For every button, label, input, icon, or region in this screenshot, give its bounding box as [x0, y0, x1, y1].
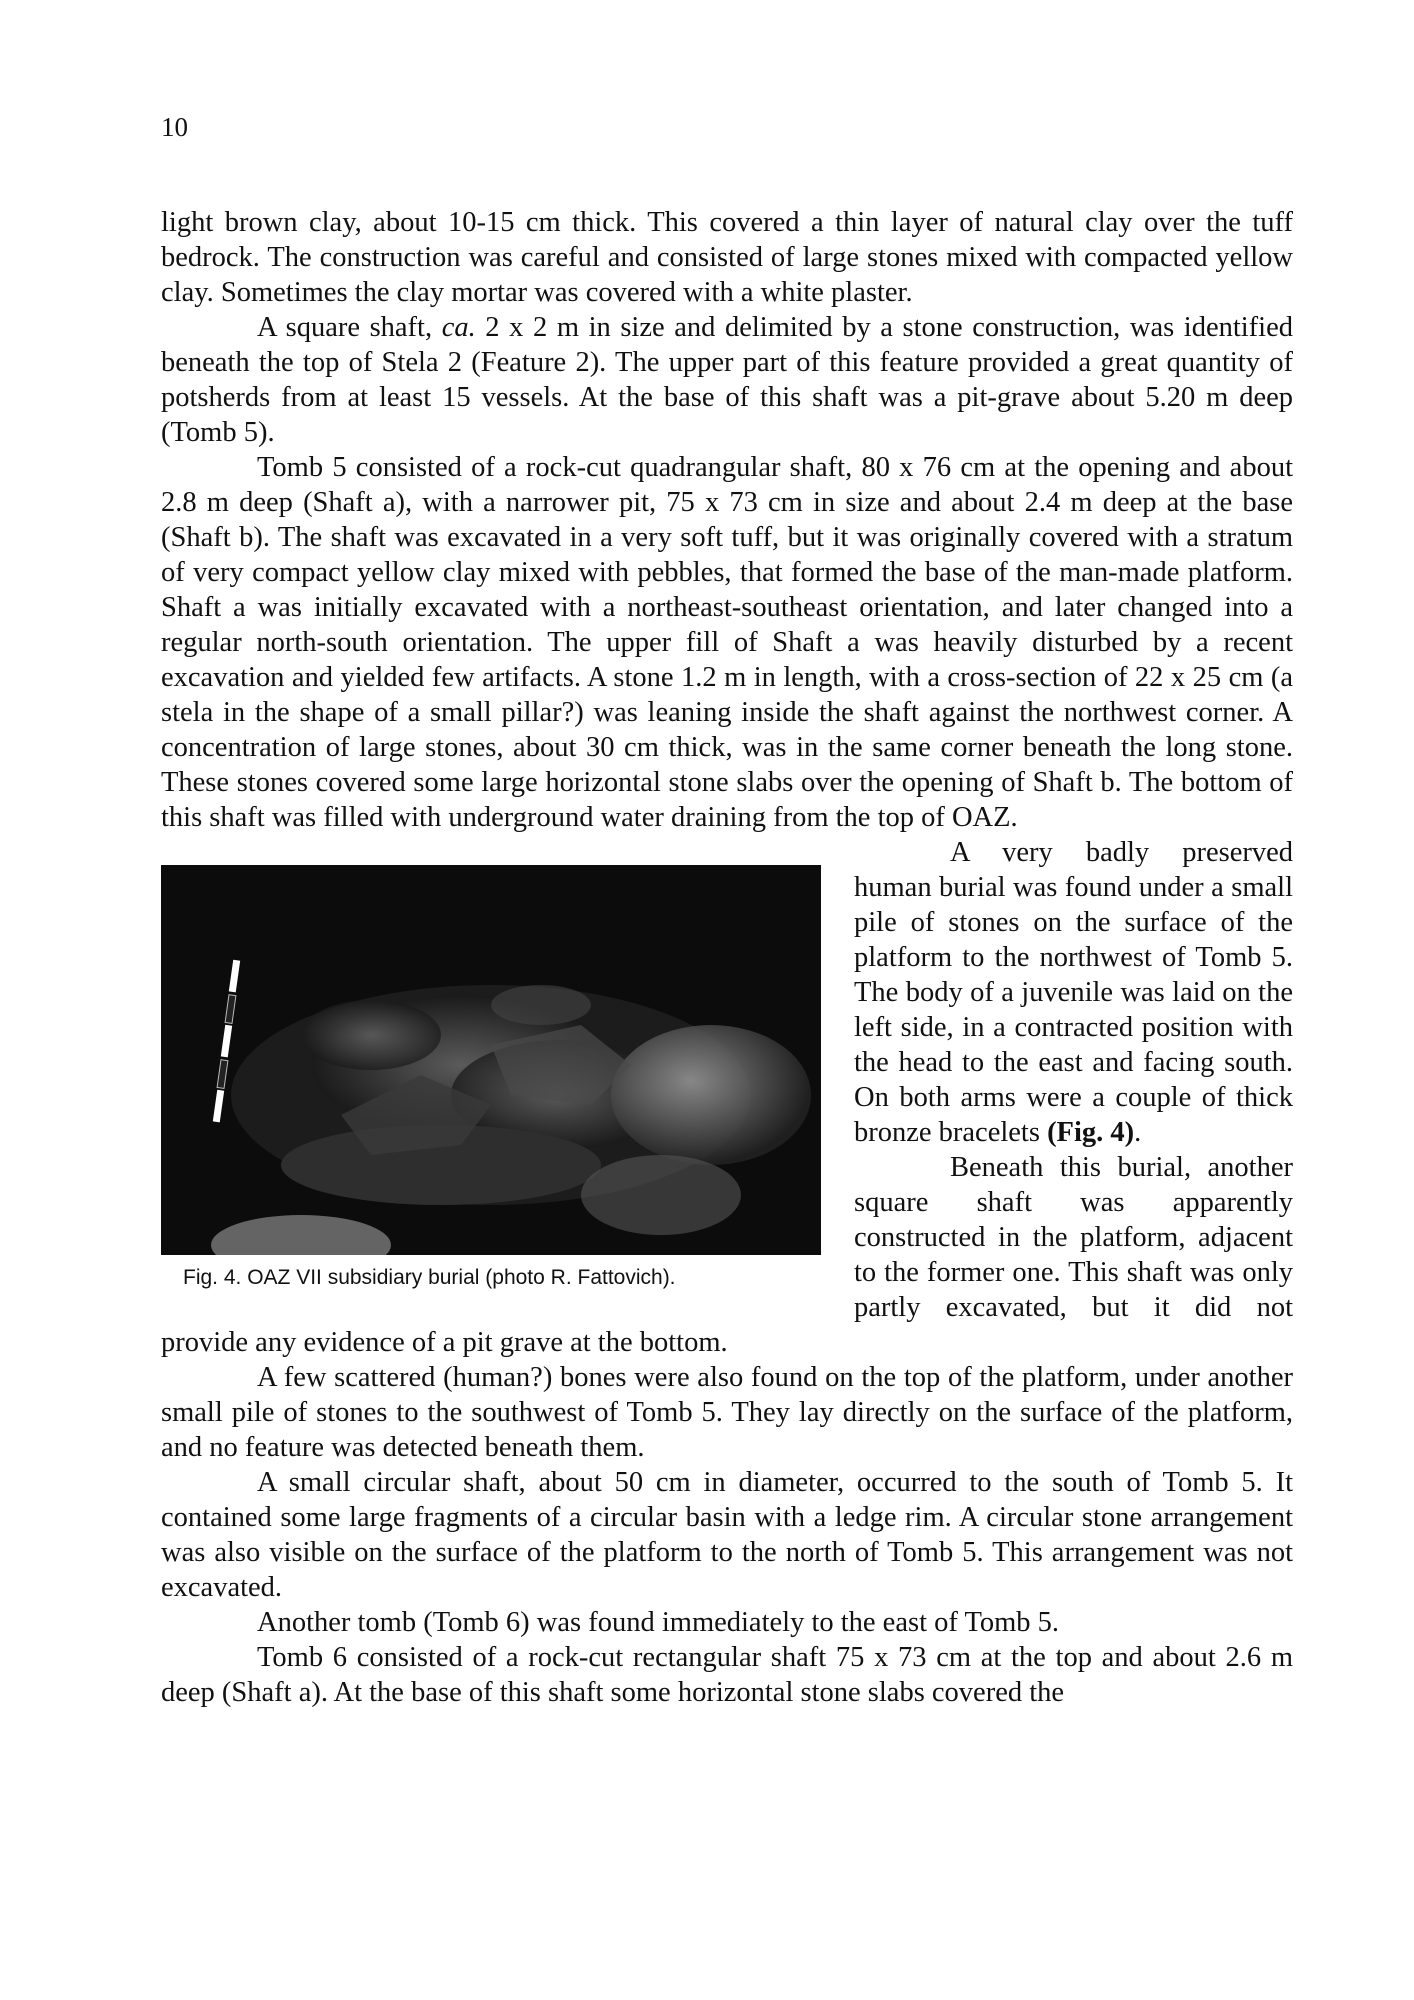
figure-reference: (Fig. 4)	[1047, 1117, 1135, 1148]
paragraph-1: light brown clay, about 10-15 cm thick. This covered a thin layer of natural clay over the tuff bedrock. The construction was careful and consisted of large stones mixed with compacted yellow clay. Sometimes the clay mortar was covered with a white plaster.	[161, 207, 1293, 308]
paragraph-2-start: A square shaft,	[257, 312, 442, 343]
paragraph-7: A small circular shaft, about 50 cm in diameter, occurred to the south of Tomb 5. It contained some large fragments of a circular basin with a ledge rim. A circular stone arrangement was also visible on the surface of the platform to the north of Tomb 5. This arrangement was not excavated.	[161, 1467, 1293, 1603]
abbrev-circa: ca.	[441, 312, 476, 343]
page-number: 10	[161, 112, 188, 142]
paragraph-5: Beneath this burial, another square shaft was apparently constructed in the platform, adjacent to the former one. This shaft was only partly excavated, but it did not provide any evidence of a pit grave at the bottom.	[161, 1152, 1293, 1358]
paragraph-2-end: 2 x 2 m in size and delimited by a stone construction, was identified beneath the top of Stela 2 (Feature 2). The upper part of this feature provided a great quantity of potsherds from at least 15 vessels. At the base of this shaft was a pit-grave about 5.20 m deep (Tomb 5).	[161, 312, 1293, 448]
body-text	[161, 205, 1293, 1710]
figure-caption: Fig. 4. OAZ VII subsidiary burial (photo R. Fattovich).	[183, 1266, 676, 1289]
paragraph-4-start: A very badly preserved human burial was found under a small pile of stones on the surface of the platform to the northwest of Tomb 5. The body of a juvenile was laid on the left side, in a contracted position with the head to the east and facing south. On both arms were a couple of thick bronze bracelets	[854, 837, 1293, 1148]
paragraph-9: Tomb 6 consisted of a rock-cut rectangular shaft 75 x 73 cm at the top and about 2.6 m deep (Shaft a). At the base of this shaft some horizontal stone slabs covered the	[161, 1642, 1293, 1708]
paragraph-8: Another tomb (Tomb 6) was found immediately to the east of Tomb 5.	[257, 1607, 1060, 1638]
figure-4	[161, 865, 826, 1291]
burial-photo	[161, 865, 821, 1255]
burial-photo-graphic	[161, 865, 821, 1255]
paragraph-3: Tomb 5 consisted of a rock-cut quadrangular shaft, 80 x 76 cm at the opening and about 2.8 m deep (Shaft a), with a narrower pit, 75 x 73 cm in size and about 2.4 m deep at the base (Shaft b). The shaft was excavated in a very soft tuff, but it was originally covered with a stratum of very compact yellow clay mixed with pebbles, that formed the base of the man-made platform. Shaft a was initially excavated with a northeast-southeast orientation, and later changed into a regular north-south orientation. The upper fill of Shaft a was heavily disturbed by a recent excavation and yielded few artifacts. A stone 1.2 m in length, with a cross-section of 22 x 25 cm (a stela in the shape of a small pillar?) was leaning inside the shaft against the northwest corner. A concentration of large stones, about 30 cm thick, was in the same corner beneath the long stone. These stones covered some large horizontal stone slabs over the opening of Shaft b. The bottom of this shaft was filled with underground water draining from the top of OAZ.	[161, 452, 1293, 833]
paragraph-4-end: .	[1134, 1117, 1142, 1148]
paragraph-2	[161, 310, 1293, 450]
paragraph-6: A few scattered (human?) bones were also found on the top of the platform, under another small pile of stones to the southwest of Tomb 5. They lay directly on the surface of the platform, and no feature was detected beneath them.	[161, 1362, 1293, 1463]
